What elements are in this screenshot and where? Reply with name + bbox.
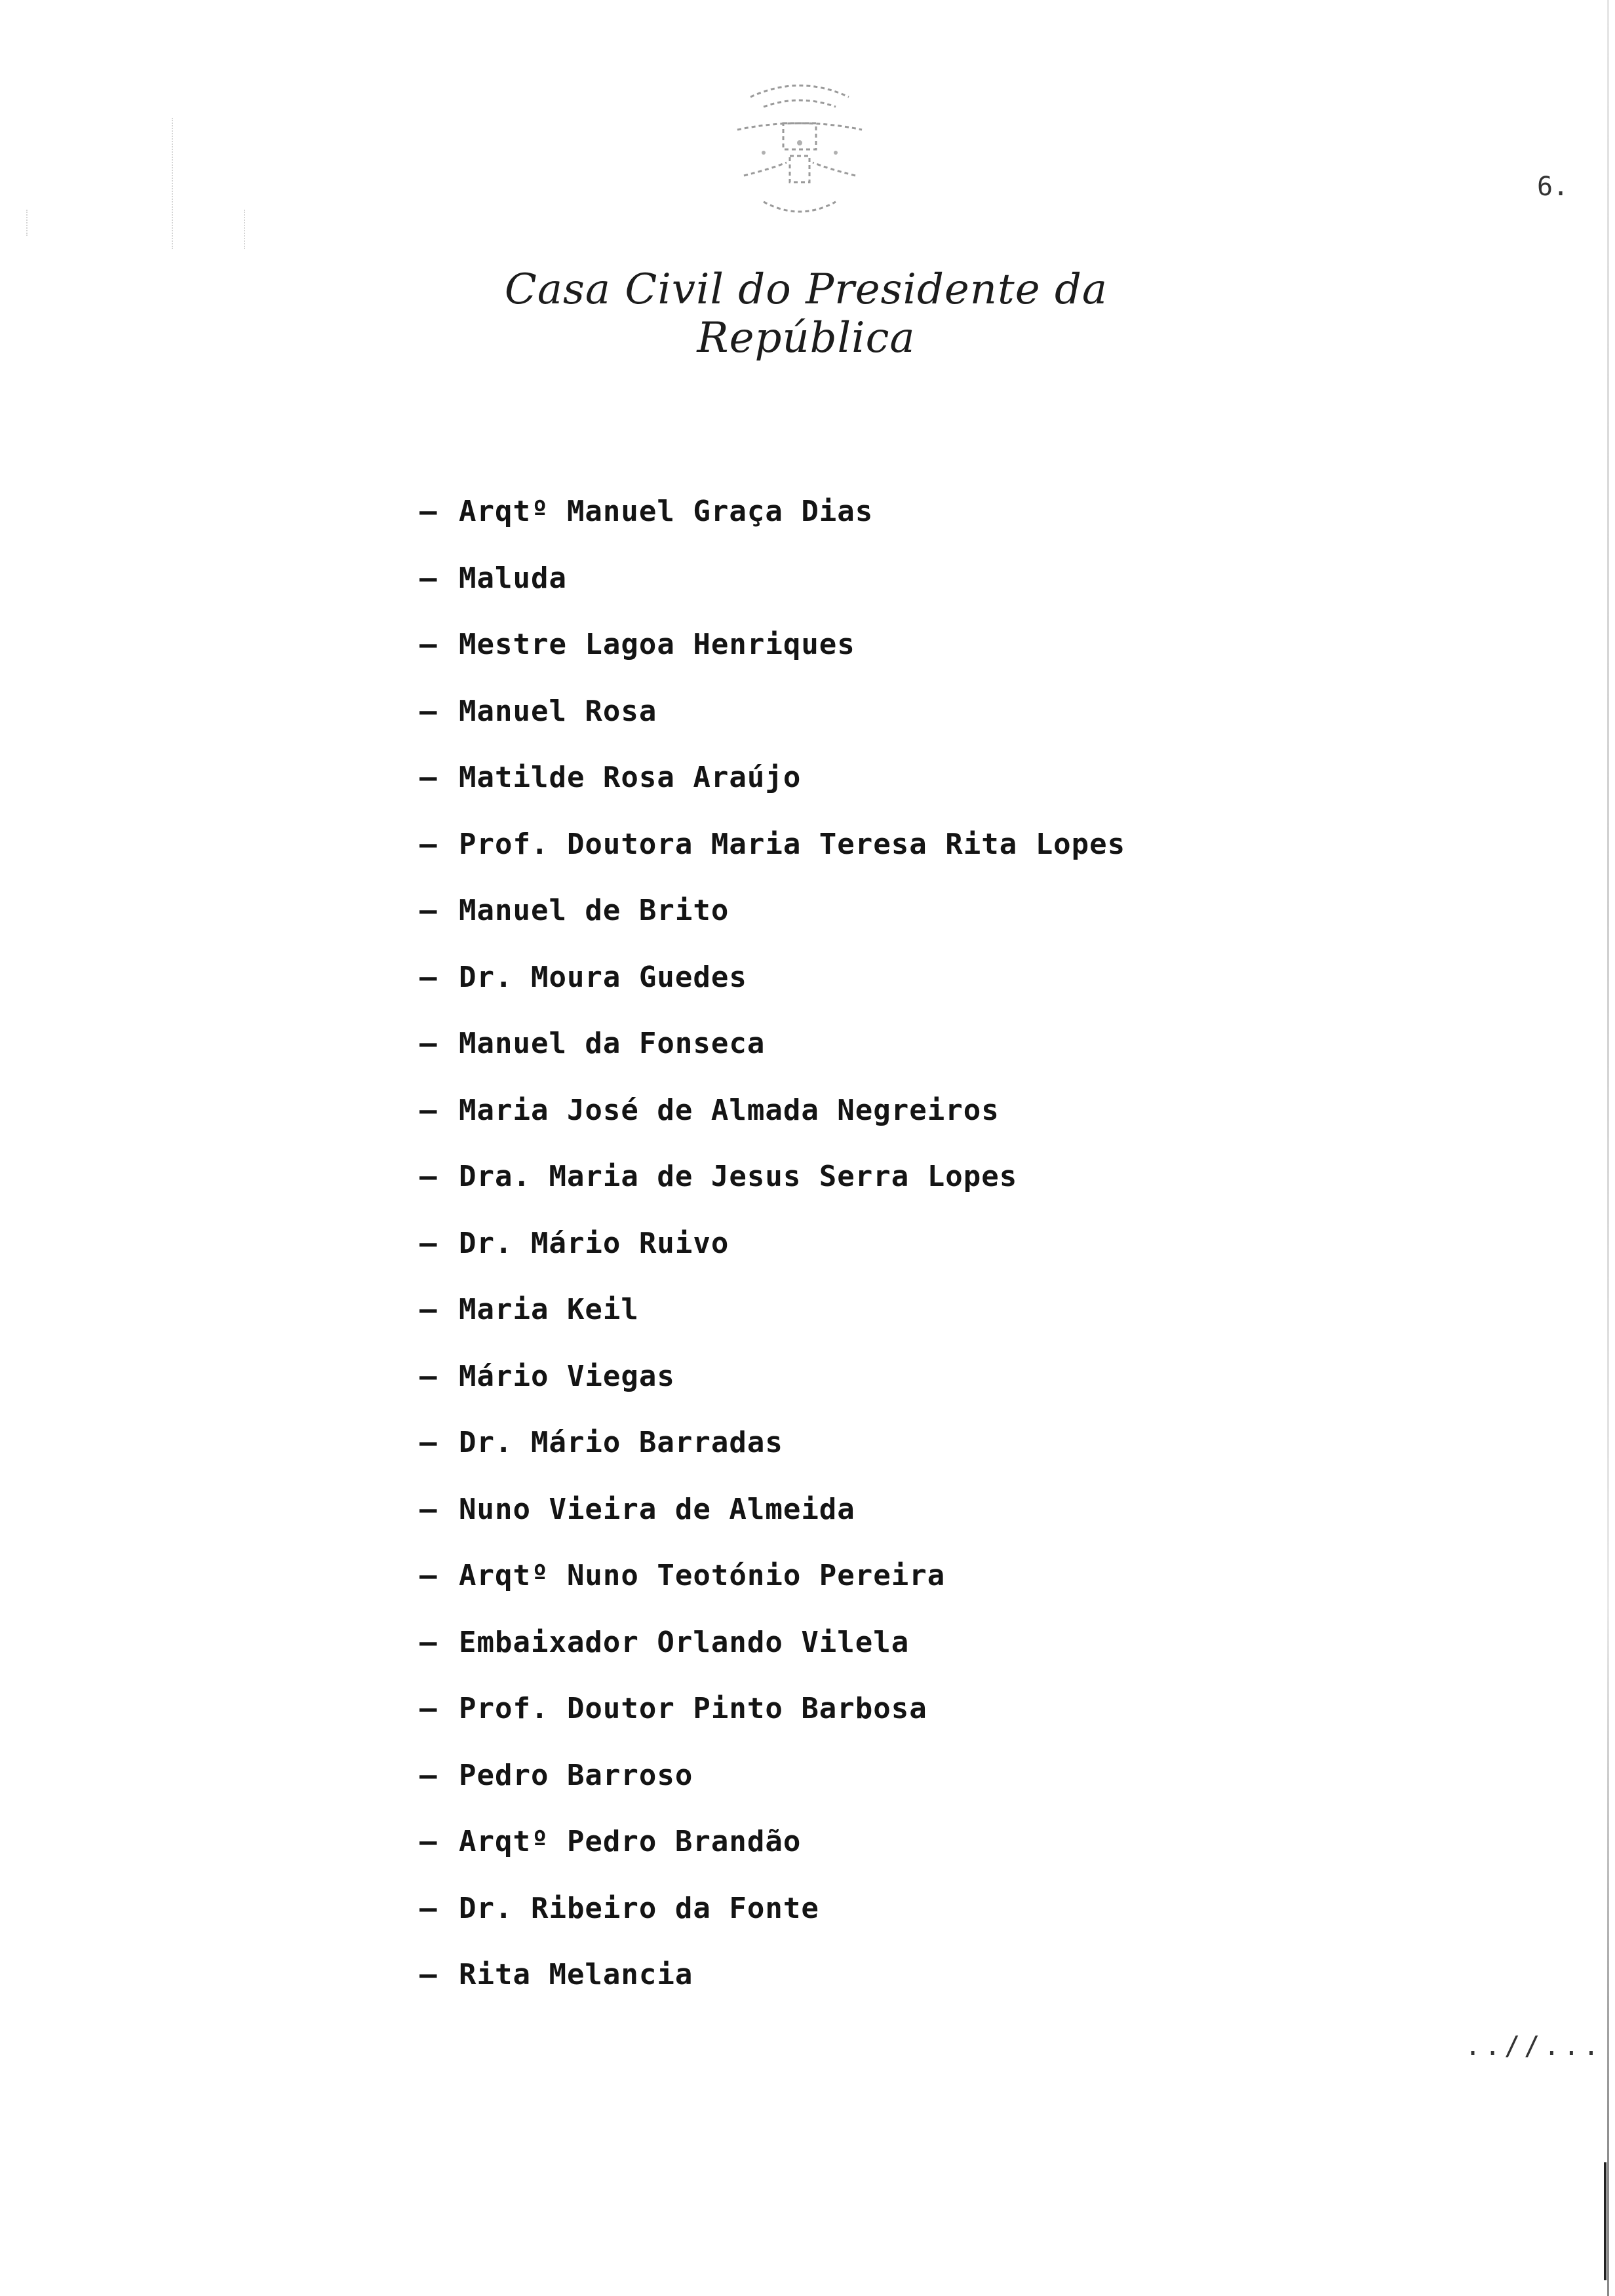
scan-artifact [26,210,28,236]
list-item [419,1542,1403,1609]
list-item-name: Dr. Mário Barradas [459,1426,783,1460]
list-dash: – [419,1825,438,1859]
name-list [419,478,1403,2008]
list-item-name: Dr. Moura Guedes [459,960,747,994]
list-item-name: Pedro Barroso [459,1758,693,1792]
list-item [419,744,1403,811]
list-dash: – [419,960,438,994]
page-edge [1607,0,1609,2296]
list-item [419,877,1403,944]
list-item-name: Arqtº Manuel Graça Dias [459,495,874,529]
list-item [419,1476,1403,1543]
list-item-name: Embaixador Orlando Vilela [459,1625,910,1659]
list-dash: – [419,1492,438,1526]
list-item-name: Prof. Doutora Maria Teresa Rita Lopes [459,827,1126,861]
list-item-name: Maria José de Almada Negreiros [459,1093,1000,1127]
list-item [419,1675,1403,1742]
list-dash: – [419,1559,438,1593]
page-number: 6. [1537,172,1569,202]
list-dash: – [419,1625,438,1659]
list-dash: – [419,561,438,595]
list-dash: – [419,1293,438,1327]
list-item-name: Dra. Maria de Jesus Serra Lopes [459,1160,1018,1194]
list-dash: – [419,1758,438,1792]
list-dash: – [419,1958,438,1992]
list-item [419,1143,1403,1210]
list-item-name: Maria Keil [459,1293,639,1327]
list-item [419,1942,1403,2008]
list-dash: – [419,628,438,662]
list-dash: – [419,1160,438,1194]
list-item [419,1343,1403,1410]
list-item-name: Prof. Doutor Pinto Barbosa [459,1692,927,1726]
list-dash: – [419,1027,438,1061]
list-dash: – [419,1226,438,1260]
coat-of-arms-icon [724,77,875,228]
list-item [419,1875,1403,1942]
list-item [419,478,1403,545]
list-item [419,811,1403,878]
letterhead-title: Casa Civil do Presidente da República [504,265,1108,362]
list-dash: – [419,694,438,728]
list-item [419,678,1403,745]
list-item-name: Nuno Vieira de Almeida [459,1492,855,1526]
binding-mark [1604,2162,1606,2280]
list-item [419,1609,1403,1676]
list-item-name: Dr. Ribeiro da Fonte [459,1891,819,1925]
list-dash: – [419,495,438,529]
list-item-name: Arqtº Pedro Brandão [459,1825,802,1859]
list-item-name: Rita Melancia [459,1958,693,1992]
list-dash: – [419,1359,438,1393]
list-item-name: Maluda [459,561,567,595]
list-item [419,611,1403,678]
list-dash: – [419,761,438,795]
list-dash: – [419,1891,438,1925]
list-dash: – [419,1692,438,1726]
list-item-name: Manuel da Fonseca [459,1027,766,1061]
list-dash: – [419,1426,438,1460]
list-dash: – [419,1093,438,1127]
list-item [419,1077,1403,1144]
list-item [419,944,1403,1011]
list-item [419,1409,1403,1476]
list-item-name: Matilde Rosa Araújo [459,761,802,795]
list-item [419,1742,1403,1809]
list-item [419,1010,1403,1077]
list-item-name: Mário Viegas [459,1359,675,1393]
list-item [419,1210,1403,1277]
list-dash: – [419,827,438,861]
list-item-name: Mestre Lagoa Henriques [459,628,855,662]
list-item [419,1276,1403,1343]
scan-artifact [244,210,245,249]
list-item-name: Arqtº Nuno Teotónio Pereira [459,1559,946,1593]
list-item-name: Manuel Rosa [459,694,657,728]
list-dash: – [419,894,438,928]
scan-artifact [172,118,173,249]
list-item-name: Dr. Mário Ruivo [459,1226,730,1260]
list-item-name: Manuel de Brito [459,894,730,928]
list-item [419,1808,1403,1875]
list-item [419,545,1403,612]
continuation-mark: ..//... [1465,2031,1603,2061]
